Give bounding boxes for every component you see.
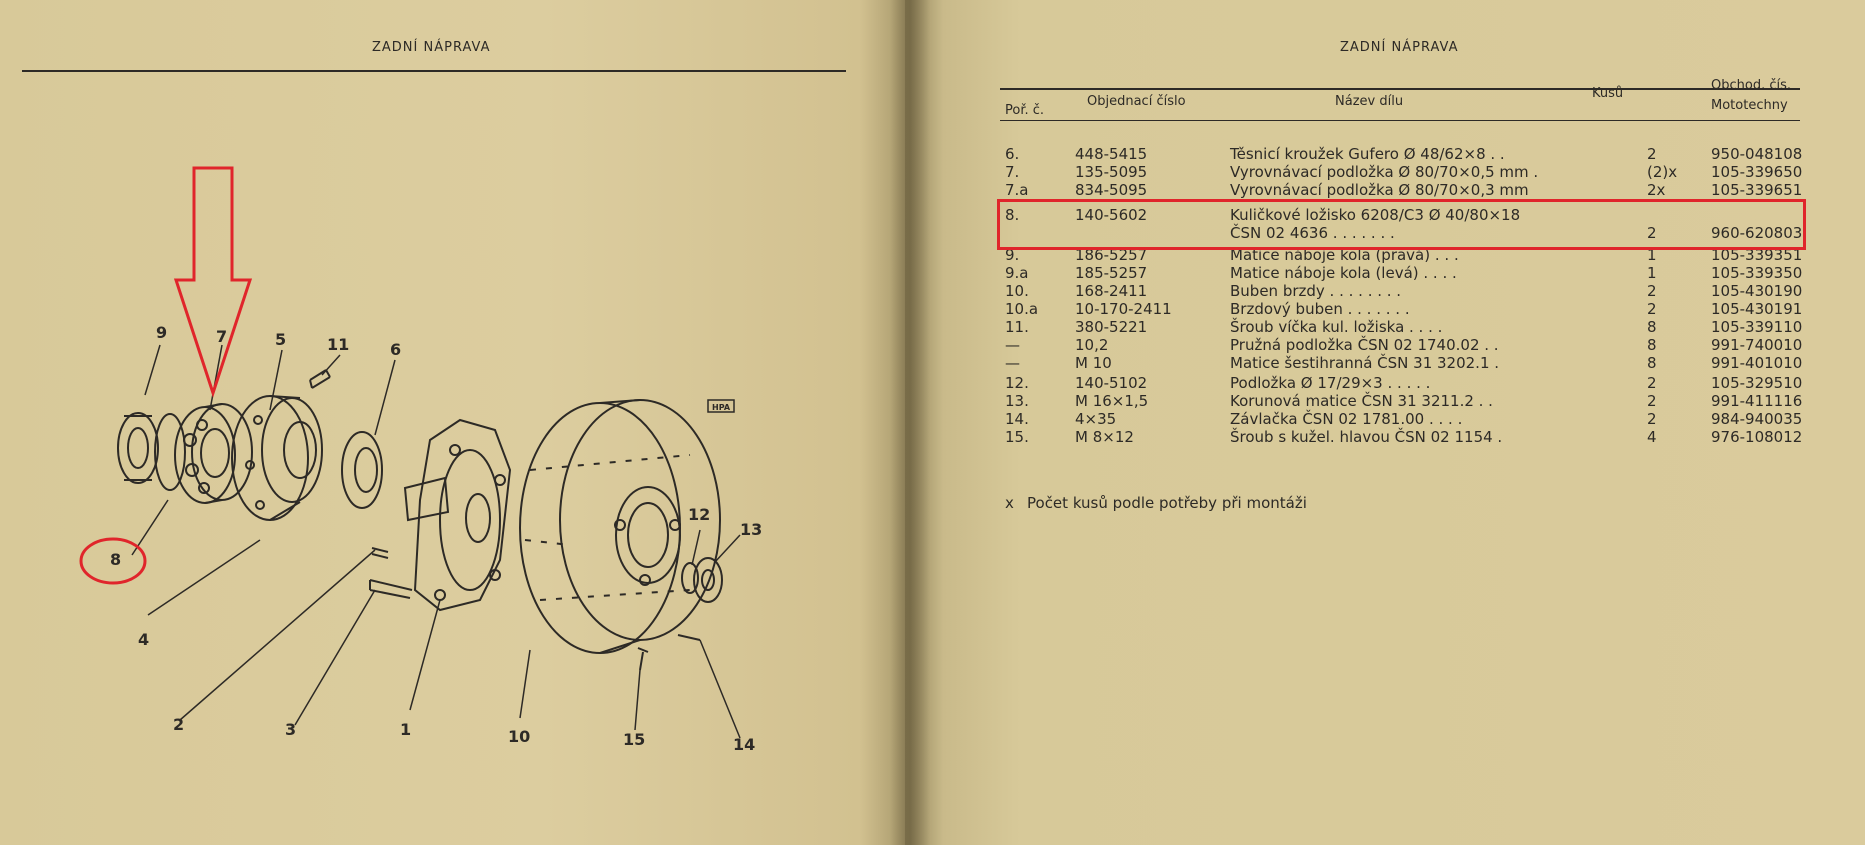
part-6-seal (342, 432, 382, 508)
quantity: 2 (1647, 145, 1657, 163)
part-2-pin (372, 548, 388, 558)
row-number: 8. (1005, 206, 1020, 224)
part-name: Těsnicí kroužek Gufero Ø 48/62×8 . . (1230, 145, 1505, 163)
quantity: 8 (1647, 336, 1657, 354)
order-number: 448-5415 (1075, 145, 1148, 163)
trade-number: 991-401010 (1711, 354, 1803, 372)
order-number: 380-5221 (1075, 318, 1148, 336)
part-5-bearing-cap (232, 396, 322, 520)
part-11-bolt (310, 370, 330, 388)
right-page (905, 0, 1865, 845)
callout-7: 7 (216, 327, 228, 346)
row-number: 7.a (1005, 181, 1029, 199)
part-name: Vyrovnávací podložka Ø 80/70×0,3 mm (1230, 181, 1529, 199)
row-number: 7. (1005, 163, 1020, 181)
quantity: 2x (1647, 181, 1666, 199)
trade-number: 105-430191 (1711, 300, 1803, 318)
part-name: Podložka Ø 17/29×3 . . . . . (1230, 374, 1431, 392)
part-name: Matice náboje kola (levá) . . . . (1230, 264, 1457, 282)
footnote-mark: x (1005, 494, 1014, 512)
part-10-drum (520, 400, 720, 653)
callout-11: 11 (327, 335, 350, 354)
row-number: 9. (1005, 246, 1020, 264)
row-number: 15. (1005, 428, 1029, 446)
part-1-hub (405, 420, 510, 610)
part-name: Korunová matice ČSN 31 3211.2 . . (1230, 392, 1493, 410)
callout-14: 14 (733, 735, 756, 754)
order-number: 185-5257 (1075, 264, 1148, 282)
parts-table (905, 0, 1865, 845)
trade-number: 984-940035 (1711, 410, 1803, 428)
row-number: 14. (1005, 410, 1029, 428)
callout-9: 9 (156, 323, 168, 342)
quantity: 8 (1647, 318, 1657, 336)
part-name: Vyrovnávací podložka Ø 80/70×0,5 mm . (1230, 163, 1539, 181)
quantity: (2)x (1647, 163, 1678, 181)
row-number: 12. (1005, 374, 1029, 392)
callout-10: 10 (508, 727, 531, 746)
catalog-stamp-text: HPA (712, 403, 731, 412)
trade-number: 991-411116 (1711, 392, 1803, 410)
quantity: 8 (1647, 354, 1657, 372)
exploded-diagram (0, 0, 905, 845)
part-15-screw (638, 648, 648, 670)
part-name: Šroub víčka kul. ložiska . . . . (1230, 318, 1443, 336)
trade-number: 105-339110 (1711, 318, 1803, 336)
part-9-hub-nut (118, 413, 158, 483)
order-number: 10-170-2411 (1075, 300, 1172, 318)
quantity: 2 (1647, 300, 1657, 318)
trade-number: 105-339351 (1711, 246, 1803, 264)
row-number: 13. (1005, 392, 1029, 410)
trade-number: 105-329510 (1711, 374, 1803, 392)
callout-12: 12 (688, 505, 711, 524)
callout-1: 1 (400, 720, 412, 739)
callout-3: 3 (285, 720, 297, 739)
part-name: Kuličkové ložisko 6208/C3 Ø 40/80×18 (1230, 206, 1521, 224)
left-page (0, 0, 905, 845)
row-number: 6. (1005, 145, 1020, 163)
quantity: 1 (1647, 246, 1657, 264)
trade-number: 976-108012 (1711, 428, 1803, 446)
part-3-stud (370, 580, 412, 598)
part-14-cotter (678, 635, 700, 640)
col-header-order: Objednací číslo (1087, 94, 1186, 109)
red-highlight-box (997, 199, 1806, 250)
col-header-no: Poř. č. (1005, 103, 1045, 118)
callout-15: 15 (623, 730, 646, 749)
part-name: Brzdový buben . . . . . . . (1230, 300, 1410, 318)
trade-number: 105-339650 (1711, 163, 1803, 181)
part-name: Matice náboje kola (pravá) . . . (1230, 246, 1459, 264)
col-header-name: Název dílu (1335, 94, 1404, 109)
red-arrow-annotation (176, 168, 250, 393)
book-gutter (890, 0, 930, 845)
part-name: Buben brzdy . . . . . . . . (1230, 282, 1402, 300)
order-number: M 8×12 (1075, 428, 1134, 446)
order-number: 168-2411 (1075, 282, 1148, 300)
order-number: 140-5602 (1075, 206, 1148, 224)
part-name: Šroub s kužel. hlavou ČSN 02 1154 . (1230, 428, 1503, 446)
callout-2: 2 (173, 715, 185, 734)
col-header-qty: Kusů (1592, 86, 1624, 101)
trade-number: 950-048108 (1711, 145, 1803, 163)
row-number: 11. (1005, 318, 1029, 336)
col-header-obch-2: Mototechny (1711, 98, 1788, 113)
footnote: Počet kusů podle potřeby při montáži (1027, 494, 1307, 512)
quantity: 2 (1647, 392, 1657, 410)
table-head-rule (1000, 120, 1800, 121)
part-name: Závlačka ČSN 02 1781.00 . . . . (1230, 410, 1463, 428)
order-number: M 16×1,5 (1075, 392, 1149, 410)
trade-number: 105-430190 (1711, 282, 1803, 300)
row-number: 10. (1005, 282, 1029, 300)
row-number: 10.a (1005, 300, 1039, 318)
callout-6: 6 (390, 340, 402, 359)
order-number: 10,2 (1075, 336, 1109, 354)
col-header-obch: Obchod. čís. (1711, 78, 1792, 93)
callout-13: 13 (740, 520, 763, 539)
part-name: ČSN 02 4636 . . . . . . . (1230, 224, 1395, 242)
trade-number: 960-620803 (1711, 224, 1803, 242)
right-page-header: ZADNÍ NÁPRAVA (1340, 40, 1459, 55)
trade-number: 105-339350 (1711, 264, 1803, 282)
trade-number: 105-339651 (1711, 181, 1803, 199)
order-number: 186-5257 (1075, 246, 1148, 264)
left-page-header: ZADNÍ NÁPRAVA (372, 40, 491, 55)
row-number: 9.a (1005, 264, 1029, 282)
quantity: 4 (1647, 428, 1657, 446)
order-number: 4×35 (1075, 410, 1117, 428)
callout-5: 5 (275, 330, 287, 349)
row-number: — (1005, 354, 1020, 372)
row-number: — (1005, 336, 1020, 354)
callout-4: 4 (138, 630, 150, 649)
part-name: Matice šestihranná ČSN 31 3202.1 . (1230, 354, 1500, 372)
order-number: M 10 (1075, 354, 1112, 372)
quantity: 2 (1647, 374, 1657, 392)
trade-number: 991-740010 (1711, 336, 1803, 354)
quantity: 2 (1647, 282, 1657, 300)
quantity: 2 (1647, 410, 1657, 428)
order-number: 135-5095 (1075, 163, 1148, 181)
order-number: 834-5095 (1075, 181, 1148, 199)
quantity: 1 (1647, 264, 1657, 282)
order-number: 140-5102 (1075, 374, 1148, 392)
callout-8: 8 (110, 550, 122, 569)
quantity: 2 (1647, 224, 1657, 242)
part-name: Pružná podložka ČSN 02 1740.02 . . (1230, 336, 1499, 354)
